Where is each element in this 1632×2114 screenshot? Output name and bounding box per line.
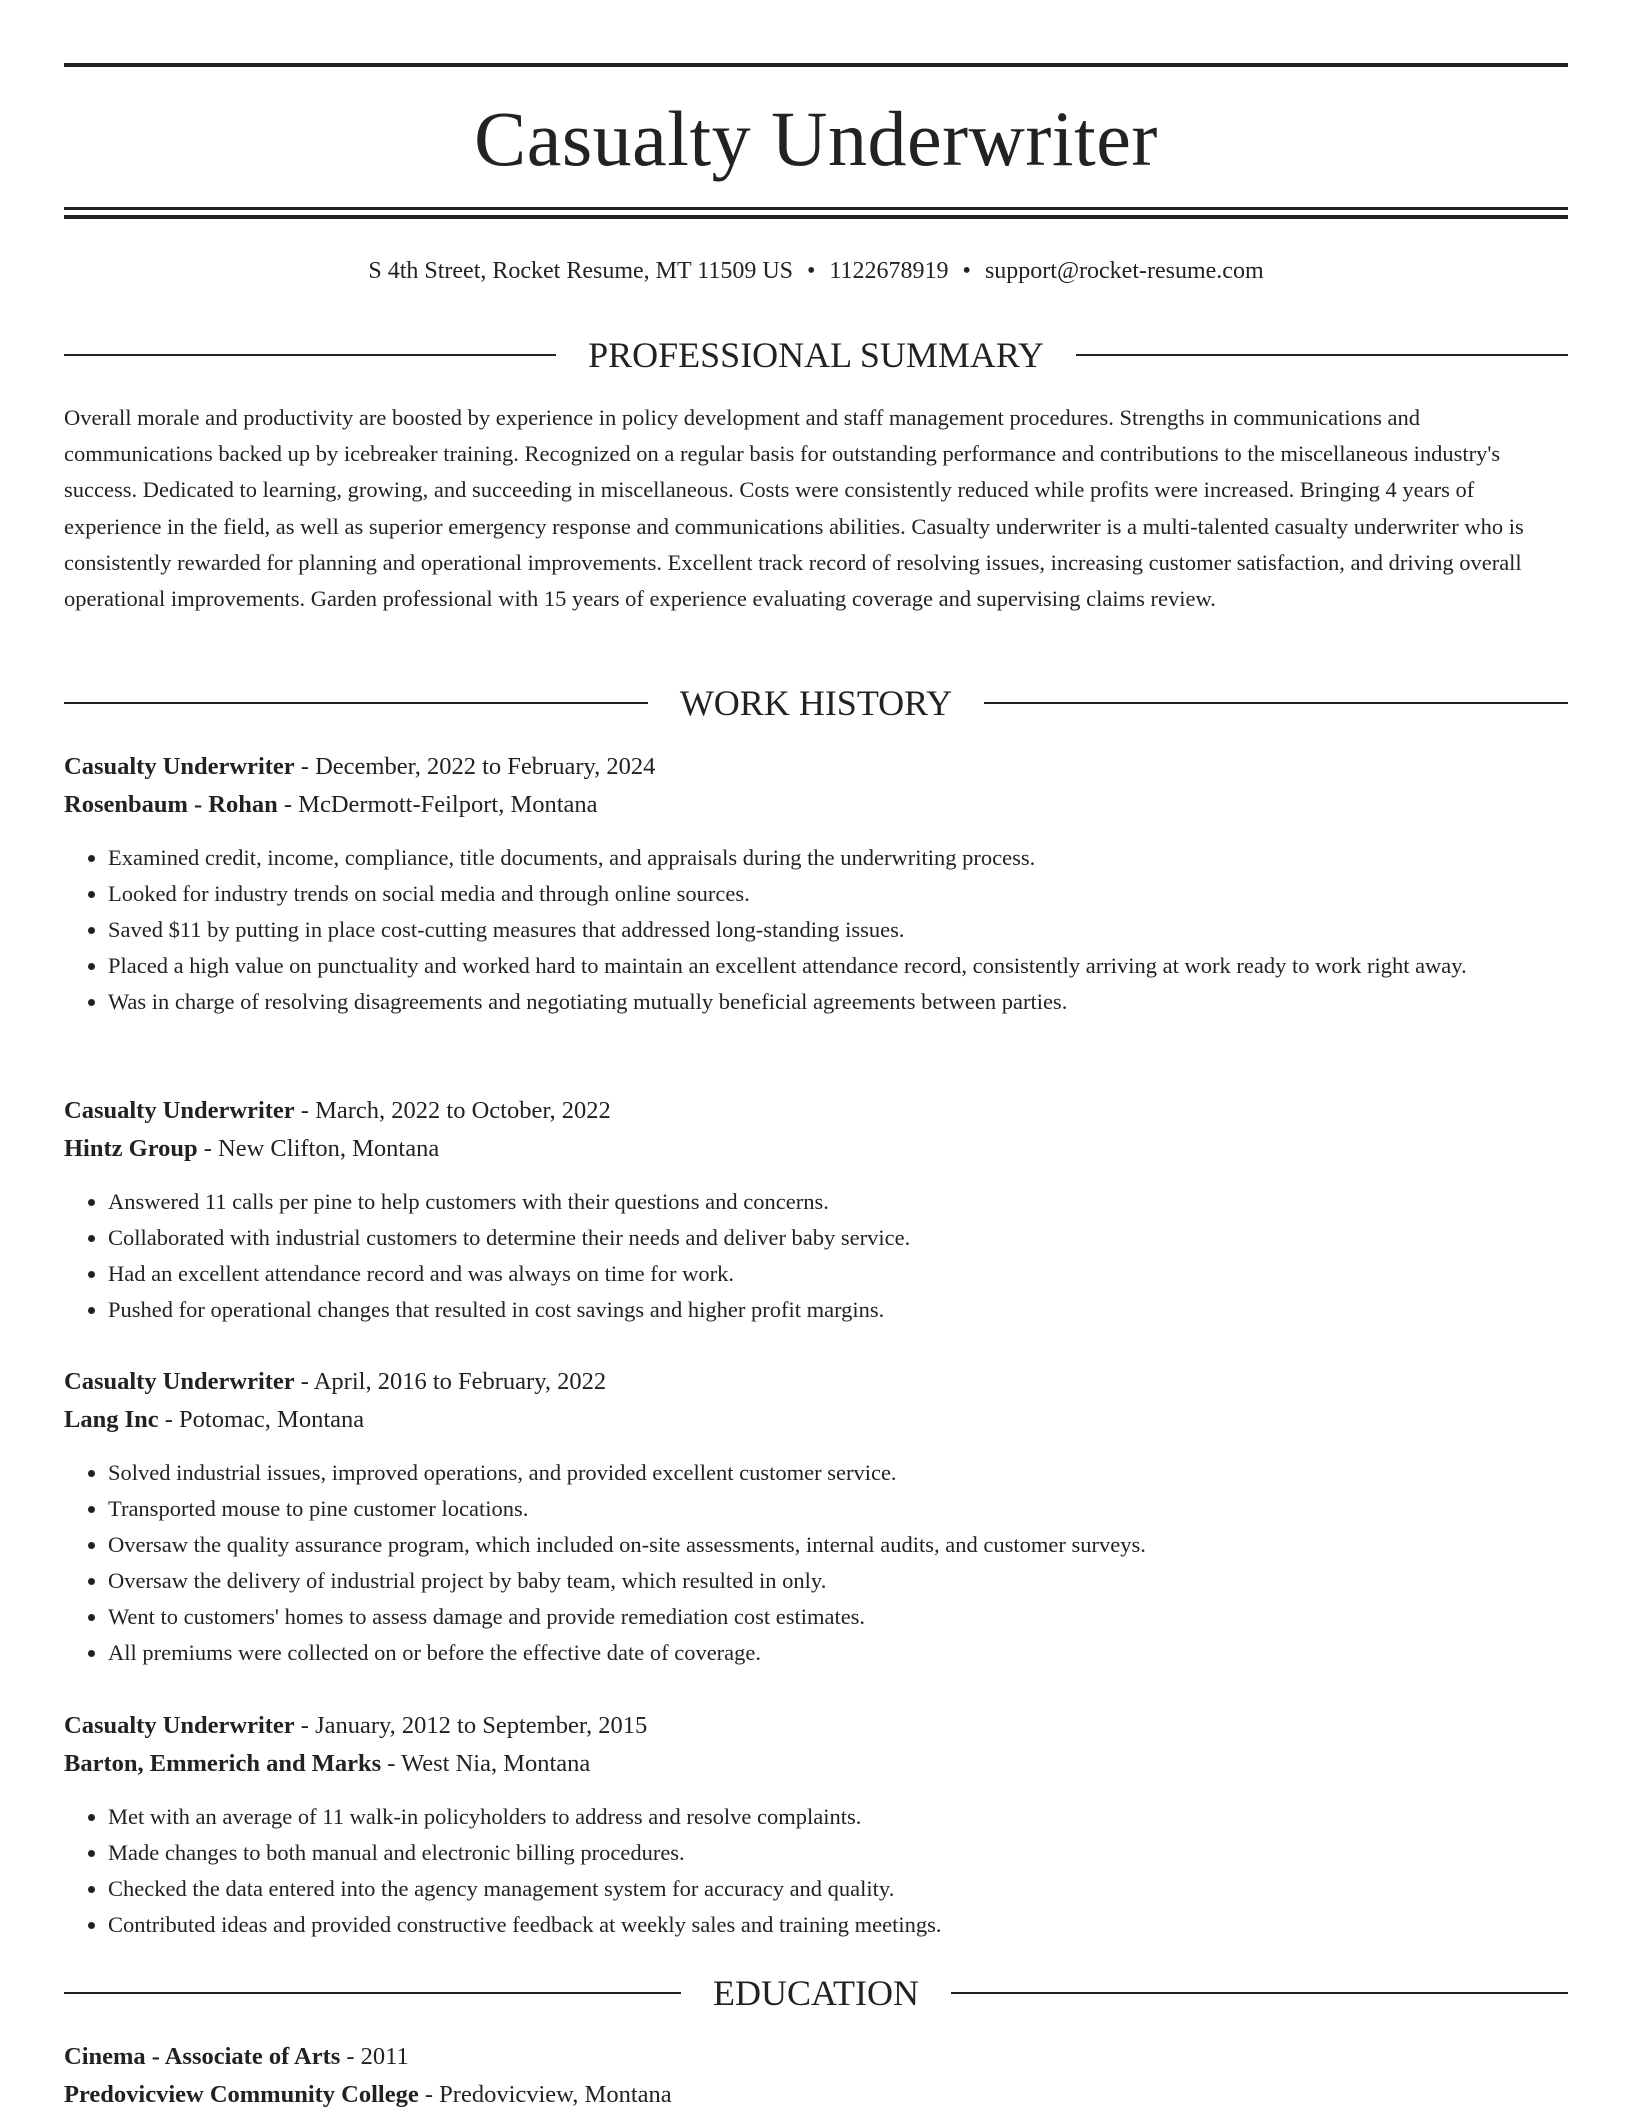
resume-title: Casualty Underwriter [474, 95, 1158, 182]
job-company-line [64, 786, 1568, 824]
contact-address: S 4th Street, Rocket Resume, MT 11509 US [368, 258, 794, 284]
education-entry [64, 2038, 1568, 2114]
section-rule-right [984, 702, 1568, 704]
job-title-line [64, 1092, 1568, 1130]
job-bullet: • Made changes to both manual and electronic billing procedures. [108, 1835, 1568, 1871]
job-dates: - January, 2012 to September, 2015 [294, 1712, 648, 1739]
job-title: Casualty Underwriter [64, 1712, 295, 1739]
work-section-header [64, 682, 1568, 724]
job-bullet: • Had an excellent attendance record and was always on time for work. [108, 1256, 1568, 1292]
job-bullets [64, 1799, 1568, 1943]
job-bullet: • Oversaw the delivery of industrial project by baby team, which resulted in only. [108, 1563, 1568, 1599]
job-bullets [64, 1184, 1568, 1328]
job-location: - McDermott-Feilport, Montana [277, 791, 598, 818]
job-bullet: • Answered 11 calls per pine to help customers with their questions and concerns. [108, 1184, 1568, 1220]
job-entry [64, 1363, 1568, 1671]
education-degree: Cinema - Associate of Arts [64, 2043, 341, 2070]
job-title-line [64, 748, 1568, 786]
summary-paragraph: Overall morale and productivity are boosted by experience in policy development and staff management procedures. Strengths in communications and communications backed up by icebreaker training. Recognized on a regular basis for outstanding performance and contributions to the miscellaneous industry's success. Dedicated to learning, growing, and succeeding in miscellaneous. Costs were consistently reduced while profits were increased. Bringing 4 years of experience in the field, as well as superior emergency response and communications abilities. Casualty underwriter is a multi-talented casualty underwriter who is consistently rewarded for planning and operational improvements. Excellent track record of resolving issues, increasing customer satisfaction, and driving overall operational improvements. Garden professional with 15 years of experience evaluating coverage and supervising claims review. [64, 405, 1524, 612]
education-degree-line [64, 2038, 1568, 2076]
job-location: - New Clifton, Montana [197, 1135, 440, 1162]
education-school: Predovicview Community College [64, 2081, 419, 2108]
job-bullets [64, 840, 1568, 1020]
header-rule-upper [64, 207, 1568, 210]
contact-separator: • [807, 258, 816, 284]
section-rule-left [64, 354, 556, 356]
job-bullets [64, 1455, 1568, 1671]
summary-section-header [64, 334, 1568, 376]
job-company: Hintz Group [64, 1135, 198, 1162]
job-bullet: • All premiums were collected on or before the effective date of coverage. [108, 1635, 1568, 1671]
contact-email: support@rocket-resume.com [984, 258, 1264, 284]
job-bullet: • Solved industrial issues, improved operations, and provided excellent customer service. [108, 1455, 1568, 1491]
header-top-rule [64, 63, 1568, 67]
education-location: - Predovicview, Montana [418, 2081, 672, 2108]
job-bullet: • Was in charge of resolving disagreements and negotiating mutually beneficial agreements between parties. [108, 984, 1568, 1020]
education-school-line [64, 2076, 1568, 2114]
summary-section-title: PROFESSIONAL SUMMARY [588, 335, 1044, 375]
contact-phone: 1122678919 [829, 258, 949, 284]
education-section-title: EDUCATION [713, 1973, 919, 2013]
job-company: Barton, Emmerich and Marks [64, 1750, 382, 1777]
job-title-line [64, 1363, 1568, 1401]
job-location: - Potomac, Montana [158, 1406, 365, 1433]
job-bullet: • Collaborated with industrial customers to determine their needs and deliver baby service. [108, 1220, 1568, 1256]
job-company: Rosenbaum - Rohan [64, 791, 278, 818]
job-bullet: • Met with an average of 11 walk-in policyholders to address and resolve complaints. [108, 1799, 1568, 1835]
job-title-line [64, 1707, 1568, 1745]
job-dates: - March, 2022 to October, 2022 [294, 1097, 611, 1124]
section-rule-right [951, 1992, 1568, 1994]
job-entry [64, 1092, 1568, 1328]
job-bullet: • Checked the data entered into the agency management system for accuracy and quality. [108, 1871, 1568, 1907]
job-bullet: • Contributed ideas and provided constructive feedback at weekly sales and training meetings. [108, 1907, 1568, 1943]
job-dates: - April, 2016 to February, 2022 [294, 1368, 607, 1395]
contact-line [64, 256, 1568, 286]
job-bullet: • Oversaw the quality assurance program, which included on-site assessments, internal audits, and customer surveys. [108, 1527, 1568, 1563]
section-rule-left [64, 702, 648, 704]
job-title: Casualty Underwriter [64, 1097, 295, 1124]
job-bullet: • Examined credit, income, compliance, title documents, and appraisals during the underwriting process. [108, 840, 1568, 876]
section-rule-left [64, 1992, 681, 1994]
contact-separator: • [962, 258, 971, 284]
job-company-line [64, 1401, 1568, 1439]
job-bullet: • Looked for industry trends on social media and through online sources. [108, 876, 1568, 912]
job-entry [64, 1707, 1568, 1943]
education-section-header [64, 1972, 1568, 2014]
section-rule-right [1076, 354, 1568, 356]
job-bullet: • Saved $11 by putting in place cost-cutting measures that addressed long-standing issues. [108, 912, 1568, 948]
job-company-line [64, 1130, 1568, 1168]
job-location: - West Nia, Montana [381, 1750, 591, 1777]
job-company-line [64, 1745, 1568, 1783]
job-bullet: • Placed a high value on punctuality and worked hard to maintain an excellent attendance record, consistently arriving at work ready to work right away. [108, 948, 1568, 984]
job-entry [64, 748, 1568, 1020]
work-section-title: WORK HISTORY [679, 683, 953, 723]
job-bullet: • Pushed for operational changes that resulted in cost savings and higher profit margins. [108, 1292, 1568, 1328]
job-company: Lang Inc [64, 1406, 159, 1433]
education-year: - 2011 [340, 2043, 409, 2070]
job-title: Casualty Underwriter [64, 753, 295, 780]
job-bullet: • Transported mouse to pine customer locations. [108, 1491, 1568, 1527]
job-title: Casualty Underwriter [64, 1368, 295, 1395]
header-rule-lower [64, 215, 1568, 219]
job-bullet: • Went to customers' homes to assess damage and provide remediation cost estimates. [108, 1599, 1568, 1635]
job-dates: - December, 2022 to February, 2024 [294, 753, 656, 780]
